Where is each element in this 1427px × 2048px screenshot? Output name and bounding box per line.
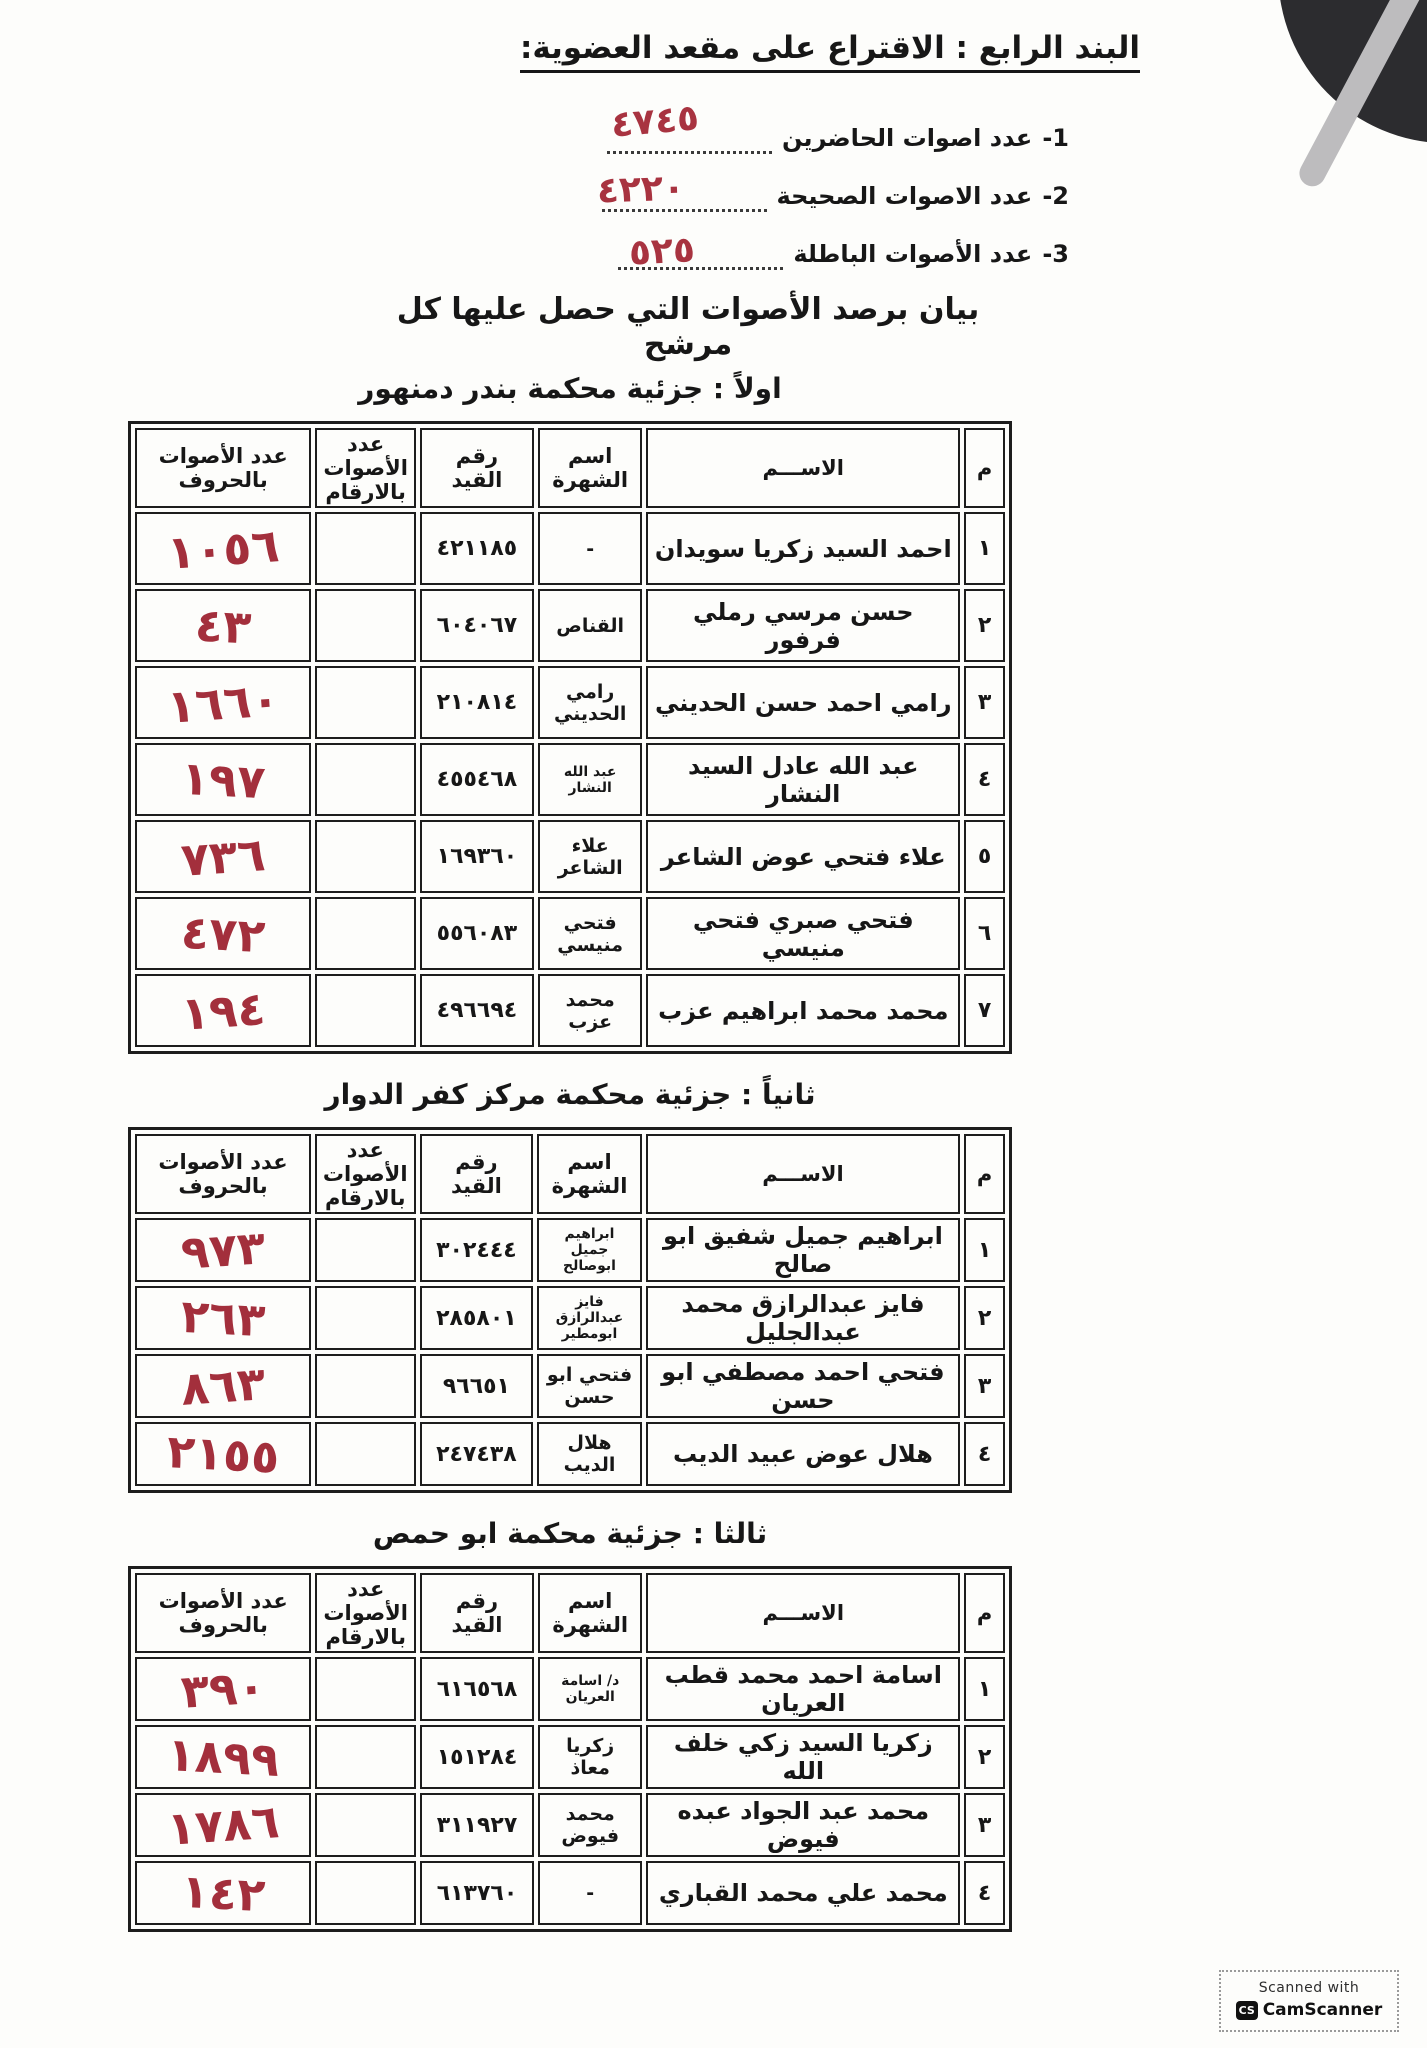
candidate-alias: علاء الشاعر [538, 820, 643, 893]
col-header-no: م [964, 428, 1005, 508]
votes-in-letters-cell [135, 897, 311, 970]
votes-in-digits-cell [315, 1657, 416, 1721]
section-heading: اولاً : جزئية محكمة بندر دمنهور [358, 372, 782, 405]
registration-number: ٢٤٧٤٣٨ [420, 1422, 534, 1486]
registration-number: ٦١٦٥٦٨ [420, 1657, 534, 1721]
registration-number: ٢٨٥٨٠١ [420, 1286, 534, 1350]
row-number: ٢ [964, 1286, 1005, 1350]
handwritten-vote-count: ٣٩٠ [179, 1659, 268, 1719]
court-section [128, 1078, 1012, 1493]
row-number: ٦ [964, 897, 1005, 970]
candidate-row [135, 1793, 1005, 1857]
candidate-row [135, 1657, 1005, 1721]
votes-in-digits-cell [315, 897, 416, 970]
handwritten-vote-count: ٤٧٢ [179, 904, 267, 963]
candidate-name: فتحي صبري فتحي منيسي [646, 897, 960, 970]
handwritten-vote-count: ١٩٧ [179, 750, 267, 809]
col-header-name: الاســـم [646, 1573, 960, 1653]
votes-in-digits-cell [315, 820, 416, 893]
candidate-name: ابراهيم جميل شفيق ابو صالح [646, 1218, 961, 1282]
handwritten-vote-count: ١٨٩٩ [165, 1727, 281, 1787]
col-header-alias: اسم الشهرة [538, 1573, 643, 1653]
votes-in-digits-cell [315, 589, 416, 662]
candidate-alias: - [538, 512, 643, 585]
col-header-registration: رقم القيد [420, 428, 534, 508]
votes-in-letters-cell [135, 974, 311, 1047]
registration-number: ٤٢١١٨٥ [420, 512, 534, 585]
votes-in-digits-cell [315, 1793, 416, 1857]
camscanner-logo-icon: CS [1236, 2001, 1258, 2020]
stat-label: عدد اصوات الحاضرين [781, 124, 1033, 152]
handwritten-vote-count: ٤٣ [193, 597, 253, 654]
statement-subtitle: بيان برصد الأصوات التي حصل عليها كل مرشح [396, 292, 980, 362]
votes-in-digits-cell [315, 1286, 416, 1350]
candidate-row [135, 743, 1005, 816]
votes-in-letters-cell [135, 1218, 311, 1282]
camscanner-badge [1219, 1970, 1399, 2032]
candidate-row [135, 1218, 1005, 1282]
scanned-with-label: Scanned with [1258, 1980, 1360, 1996]
col-header-votes-letters: عدد الأصوات بالحروف [135, 428, 311, 508]
registration-number: ٣١١٩٢٧ [420, 1793, 534, 1857]
stat-label: عدد الأصوات الباطلة [793, 240, 1033, 268]
votes-in-digits-cell [315, 1725, 416, 1789]
row-number: ١ [964, 1657, 1005, 1721]
candidate-name: عبد الله عادل السيد النشار [646, 743, 960, 816]
section-heading: ثانياً : جزئية محكمة مركز كفر الدوار [324, 1078, 816, 1111]
votes-in-letters-cell [135, 820, 311, 893]
candidate-row [135, 1422, 1005, 1486]
vote-summary-list [589, 96, 1069, 274]
votes-in-letters-cell [135, 512, 311, 585]
col-header-registration: رقم القيد [420, 1573, 534, 1653]
candidate-row [135, 666, 1005, 739]
votes-in-digits-cell [315, 666, 416, 739]
votes-in-digits-cell [315, 1422, 416, 1486]
registration-number: ٣٠٢٤٤٤ [420, 1218, 534, 1282]
stat-line-valid-votes [589, 154, 1069, 212]
votes-in-digits-cell [315, 512, 416, 585]
candidate-alias: عبد الله النشار [538, 743, 643, 816]
candidate-alias: - [538, 1861, 643, 1925]
candidate-name: فايز عبدالرازق محمد عبدالجليل [646, 1286, 961, 1350]
votes-in-letters-cell [135, 1354, 311, 1418]
handwritten-vote-count: ١٦٦٠ [165, 671, 282, 734]
votes-in-letters-cell [135, 1422, 311, 1486]
row-number: ٣ [964, 1793, 1005, 1857]
page-title: البند الرابع : الاقتراع على مقعد العضوية: [520, 30, 1140, 73]
votes-in-digits-cell [315, 1218, 416, 1282]
votes-in-digits-cell [315, 1861, 416, 1925]
section-heading: ثالثا : جزئية محكمة ابو حمص [372, 1517, 768, 1550]
votes-in-letters-cell [135, 589, 311, 662]
row-number: ٢ [964, 589, 1005, 662]
col-header-votes-letters: عدد الأصوات بالحروف [135, 1573, 311, 1653]
candidate-alias: محمد فيوض [538, 1793, 643, 1857]
stat-label: عدد الاصوات الصحيحة [776, 182, 1033, 210]
candidate-name: زكريا السيد زكي خلف الله [646, 1725, 960, 1789]
row-number: ١ [964, 1218, 1005, 1282]
col-header-no: م [964, 1573, 1005, 1653]
candidate-alias: القناص [538, 589, 643, 662]
col-header-votes-digits: عدد الأصوات بالارقام [315, 1573, 416, 1653]
handwritten-vote-count: ٨٦٣ [179, 1356, 267, 1416]
votes-in-digits-cell [315, 743, 416, 816]
handwritten-vote-count: ١٤٢ [179, 1863, 267, 1923]
handwritten-vote-count: ١٠٥٦ [165, 517, 282, 580]
registration-number: ٥٥٦٠٨٣ [420, 897, 534, 970]
stat-marker: 2- [1042, 182, 1069, 210]
handwritten-vote-count: ٧٣٦ [179, 826, 268, 887]
col-header-votes-letters: عدد الأصوات بالحروف [135, 1134, 311, 1214]
candidate-row [135, 1725, 1005, 1789]
votes-table [128, 1566, 1012, 1932]
candidate-name: اسامة احمد محمد قطب العريان [646, 1657, 960, 1721]
candidate-row [135, 1861, 1005, 1925]
handwritten-attendees-count: ٤٧٤٥ [609, 97, 701, 146]
votes-in-letters-cell [135, 1793, 311, 1857]
candidate-row [135, 820, 1005, 893]
registration-number: ٦١٣٧٦٠ [420, 1861, 534, 1925]
candidate-alias: فايز عبدالرازق ابومطير [537, 1286, 641, 1350]
court-section [128, 1517, 1012, 1932]
row-number: ١ [964, 512, 1005, 585]
votes-in-letters-cell [135, 1286, 311, 1350]
row-number: ٧ [964, 974, 1005, 1047]
candidate-name: حسن مرسي رملي فرفور [646, 589, 960, 662]
col-header-name: الاســـم [646, 1134, 961, 1214]
candidate-name: هلال عوض عبيد الديب [646, 1422, 961, 1486]
camscanner-brand: CamScanner [1262, 2000, 1383, 2020]
candidate-alias: فتحي ابو حسن [537, 1354, 641, 1418]
votes-in-letters-cell [135, 666, 311, 739]
sections-host [128, 372, 1012, 1936]
candidate-alias: زكريا معاذ [538, 1725, 643, 1789]
candidate-alias: ابراهيم جميل ابوصالح [537, 1218, 641, 1282]
candidate-name: محمد عبد الجواد عبده فيوض [646, 1793, 960, 1857]
candidate-name: فتحي احمد مصطفي ابو حسن [646, 1354, 961, 1418]
registration-number: ٩٦٦٥١ [420, 1354, 534, 1418]
candidate-alias: هلال الديب [537, 1422, 641, 1486]
candidate-alias: رامي الحديني [538, 666, 643, 739]
candidate-alias: د/ اسامة العريان [538, 1657, 643, 1721]
handwritten-vote-count: ٢٦٣ [179, 1288, 267, 1348]
votes-in-letters-cell [135, 1657, 311, 1721]
candidate-alias: محمد عزب [538, 974, 643, 1047]
registration-number: ٢١٠٨١٤ [420, 666, 534, 739]
votes-in-letters-cell [135, 743, 311, 816]
candidate-row [135, 1354, 1005, 1418]
votes-in-letters-cell [135, 1861, 311, 1925]
table-header-row [135, 1134, 1005, 1214]
row-number: ٤ [964, 1861, 1005, 1925]
row-number: ٥ [964, 820, 1005, 893]
candidate-name: محمد محمد ابراهيم عزب [646, 974, 960, 1047]
candidate-row [135, 1286, 1005, 1350]
handwritten-invalid-count: ٥٢٥ [627, 229, 696, 274]
col-header-votes-digits: عدد الأصوات بالارقام [315, 428, 416, 508]
col-header-votes-digits: عدد الأصوات بالارقام [315, 1134, 416, 1214]
stat-marker: 3- [1042, 240, 1069, 268]
row-number: ٣ [964, 666, 1005, 739]
candidate-row [135, 589, 1005, 662]
handwritten-vote-count: ٩٧٣ [179, 1220, 267, 1280]
candidate-row [135, 974, 1005, 1047]
candidate-row [135, 512, 1005, 585]
candidate-alias: فتحي منيسي [538, 897, 643, 970]
registration-number: ١٦٩٣٦٠ [420, 820, 534, 893]
row-number: ٢ [964, 1725, 1005, 1789]
votes-in-digits-cell [315, 974, 416, 1047]
candidate-row [135, 897, 1005, 970]
handwritten-vote-count: ١٩٤ [179, 980, 268, 1041]
row-number: ٤ [964, 743, 1005, 816]
col-header-registration: رقم القيد [420, 1134, 534, 1214]
row-number: ٣ [964, 1354, 1005, 1418]
row-number: ٤ [964, 1422, 1005, 1486]
col-header-no: م [964, 1134, 1005, 1214]
registration-number: ٤٩٦٦٩٤ [420, 974, 534, 1047]
registration-number: ٦٠٤٠٦٧ [420, 589, 534, 662]
col-header-alias: اسم الشهرة [538, 428, 643, 508]
stat-marker: 1- [1042, 124, 1069, 152]
votes-in-digits-cell [315, 1354, 416, 1418]
candidate-name: محمد علي محمد القباري [646, 1861, 960, 1925]
candidate-name: رامي احمد حسن الحديني [646, 666, 960, 739]
table-header-row [135, 1573, 1005, 1653]
registration-number: ١٥١٢٨٤ [420, 1725, 534, 1789]
col-header-name: الاســـم [646, 428, 960, 508]
registration-number: ٤٥٥٤٦٨ [420, 743, 534, 816]
stat-line-attendees [589, 96, 1069, 154]
votes-table [128, 421, 1012, 1054]
votes-in-letters-cell [135, 1725, 311, 1789]
candidate-name: احمد السيد زكريا سويدان [646, 512, 960, 585]
handwritten-valid-count: ٤٢٢٠ [596, 167, 686, 212]
court-section [128, 372, 1012, 1054]
table-header-row [135, 428, 1005, 508]
col-header-alias: اسم الشهرة [537, 1134, 641, 1214]
candidate-name: علاء فتحي عوض الشاعر [646, 820, 960, 893]
handwritten-vote-count: ١٧٨٦ [165, 1794, 282, 1856]
stat-line-invalid-votes [589, 212, 1069, 274]
votes-table [128, 1127, 1012, 1493]
handwritten-vote-count: ٢١٥٥ [165, 1424, 281, 1484]
